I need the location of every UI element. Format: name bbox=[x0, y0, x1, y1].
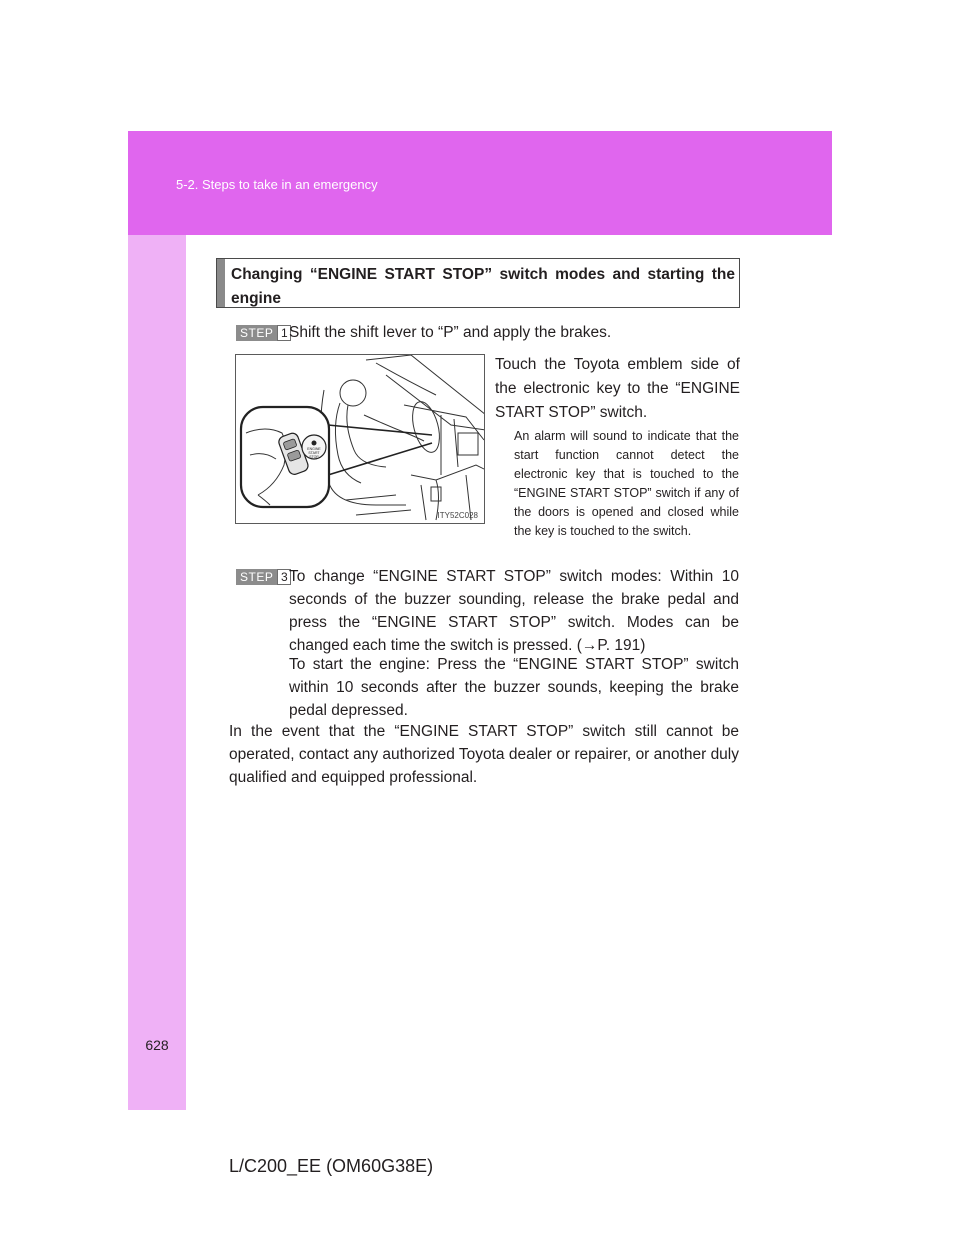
closing-paragraph: In the event that the “ENGINE START STOP” switch still cannot be operated, contact any authorized Toyota dealer or repairer, or another duly qualified and equipped professional. bbox=[229, 723, 739, 786]
step-3-text-start: To start the engine: Press the “ENGINE START STOP” switch within 10 seconds after the buzzer sounds, keeping the brake pedal depressed. bbox=[289, 656, 739, 719]
illustration-code: ITY52C028 bbox=[437, 511, 478, 520]
step-1-tag bbox=[236, 325, 291, 341]
step-2-note: An alarm will sound to indicate that the start function cannot detect the electronic key that is touched to the “ENGINE START STOP” switch if any of the doors is opened and closed while the key is touched to the switch. bbox=[514, 429, 739, 538]
engine-start-illustration bbox=[235, 354, 485, 524]
step-3-text-modes: To change “ENGINE START STOP” switch modes: Within 10 seconds of the buzzer sounding, release the brake pedal and press the “ENGINE START STOP” switch. Modes can be changed each time the switch is pressed. (→P. 191) bbox=[289, 568, 739, 654]
side-strip bbox=[128, 235, 186, 1110]
subheading-text: Changing “ENGINE START STOP” switch modes and starting the engine bbox=[231, 266, 735, 307]
subheading-box bbox=[216, 258, 740, 308]
section-title: 5-2. Steps to take in an emergency bbox=[176, 177, 378, 192]
page-number: 628 bbox=[145, 1037, 169, 1053]
step-label: STEP bbox=[236, 325, 277, 341]
driver-key-illustration bbox=[236, 355, 485, 524]
step-number: 3 bbox=[277, 569, 291, 585]
step-1-text: Shift the shift lever to “P” and apply the brakes. bbox=[289, 324, 612, 341]
step-label: STEP bbox=[236, 569, 277, 585]
step-3-tag bbox=[236, 569, 291, 585]
switch-label-top: ENGINE bbox=[307, 447, 321, 451]
subheading-bar bbox=[217, 259, 225, 307]
step-number: 1 bbox=[277, 325, 291, 341]
step-2-text: Touch the Toyota emblem side of the electronic key to the “ENGINE START STOP” switch. bbox=[495, 356, 740, 421]
footer-model-code: L/C200_EE (OM60G38E) bbox=[229, 1156, 434, 1176]
switch-label-bot: STOP bbox=[309, 455, 319, 459]
switch-label-mid: START bbox=[308, 451, 320, 455]
